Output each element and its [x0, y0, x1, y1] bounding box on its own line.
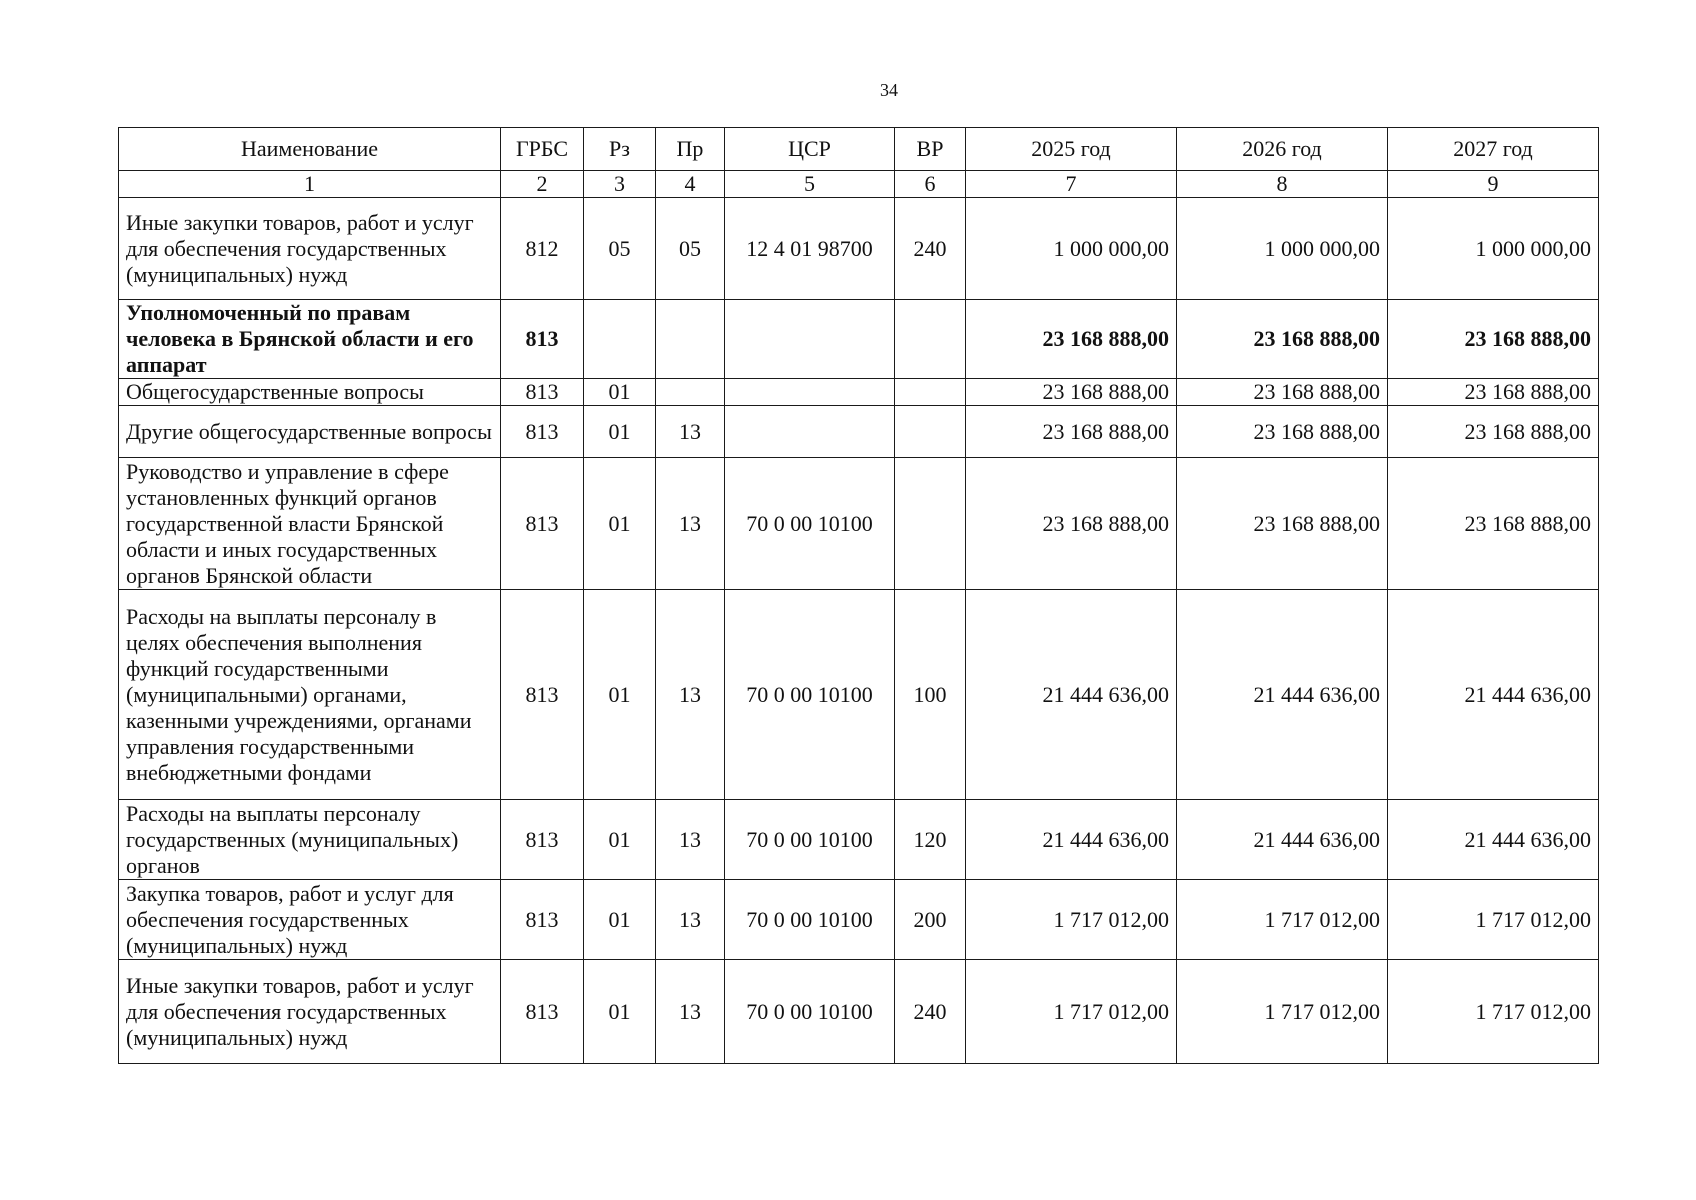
row-amount-2026: 1 000 000,00: [1177, 198, 1388, 300]
row-amount-2025: 1 717 012,00: [966, 880, 1177, 960]
row-pr: [656, 300, 725, 379]
column-number: 8: [1177, 171, 1388, 198]
row-grbs: 813: [501, 379, 584, 406]
row-vr: 100: [895, 590, 966, 800]
row-grbs: 813: [501, 300, 584, 379]
row-name: Закупка товаров, работ и услуг для обеспечения государственных (муниципальных) нужд: [119, 880, 501, 960]
row-csr: 70 0 00 10100: [725, 458, 895, 590]
row-amount-2025: 23 168 888,00: [966, 458, 1177, 590]
row-vr: [895, 458, 966, 590]
row-rz: 01: [584, 800, 656, 880]
row-grbs: 813: [501, 800, 584, 880]
row-csr: 70 0 00 10100: [725, 960, 895, 1064]
column-header-grbs: ГРБС: [501, 128, 584, 171]
column-header-name: Наименование: [119, 128, 501, 171]
row-name: Иные закупки товаров, работ и услуг для обеспечения государственных (муниципальных) нужд: [119, 198, 501, 300]
column-number: 4: [656, 171, 725, 198]
row-pr: 05: [656, 198, 725, 300]
row-rz: [584, 300, 656, 379]
row-name: Уполномоченный по правам человека в Брянской области и его аппарат: [119, 300, 501, 379]
column-number: 6: [895, 171, 966, 198]
table-row: [119, 880, 1599, 960]
row-vr: 240: [895, 960, 966, 1064]
row-csr: [725, 379, 895, 406]
column-header-2025: 2025 год: [966, 128, 1177, 171]
row-grbs: 813: [501, 880, 584, 960]
row-pr: 13: [656, 960, 725, 1064]
table-row: [119, 379, 1599, 406]
row-amount-2025: 1 000 000,00: [966, 198, 1177, 300]
column-header-2026: 2026 год: [1177, 128, 1388, 171]
row-vr: 240: [895, 198, 966, 300]
row-amount-2027: 21 444 636,00: [1388, 590, 1599, 800]
row-csr: 70 0 00 10100: [725, 800, 895, 880]
row-vr: 120: [895, 800, 966, 880]
row-amount-2026: 23 168 888,00: [1177, 458, 1388, 590]
row-grbs: 812: [501, 198, 584, 300]
row-rz: 01: [584, 960, 656, 1064]
row-name: Общегосударственные вопросы: [119, 379, 501, 406]
row-amount-2026: 21 444 636,00: [1177, 800, 1388, 880]
row-amount-2025: 23 168 888,00: [966, 379, 1177, 406]
column-header-vr: ВР: [895, 128, 966, 171]
row-amount-2026: 23 168 888,00: [1177, 300, 1388, 379]
column-number-row: [119, 171, 1599, 198]
table-row: [119, 406, 1599, 458]
table-row: [119, 198, 1599, 300]
row-pr: [656, 379, 725, 406]
column-number: 9: [1388, 171, 1599, 198]
row-pr: 13: [656, 458, 725, 590]
table-row: [119, 800, 1599, 880]
row-amount-2027: 1 717 012,00: [1388, 880, 1599, 960]
column-header-rz: Рз: [584, 128, 656, 171]
row-name: Иные закупки товаров, работ и услуг для обеспечения государственных (муниципальных) нужд: [119, 960, 501, 1064]
column-number: 5: [725, 171, 895, 198]
row-rz: 01: [584, 590, 656, 800]
row-amount-2026: 23 168 888,00: [1177, 379, 1388, 406]
row-csr: [725, 406, 895, 458]
row-grbs: 813: [501, 458, 584, 590]
row-pr: 13: [656, 880, 725, 960]
row-name: Расходы на выплаты персоналу государственных (муниципальных) органов: [119, 800, 501, 880]
row-rz: 01: [584, 880, 656, 960]
row-csr: 70 0 00 10100: [725, 590, 895, 800]
row-rz: 01: [584, 406, 656, 458]
row-amount-2026: 23 168 888,00: [1177, 406, 1388, 458]
page-number: 34: [880, 80, 898, 100]
row-amount-2027: 23 168 888,00: [1388, 300, 1599, 379]
table-row: [119, 590, 1599, 800]
row-amount-2027: 23 168 888,00: [1388, 458, 1599, 590]
column-header-csr: ЦСР: [725, 128, 895, 171]
row-vr: [895, 300, 966, 379]
column-header-pr: Пр: [656, 128, 725, 171]
row-amount-2025: 1 717 012,00: [966, 960, 1177, 1064]
row-grbs: 813: [501, 960, 584, 1064]
row-csr: 12 4 01 98700: [725, 198, 895, 300]
row-amount-2027: 1 000 000,00: [1388, 198, 1599, 300]
row-vr: 200: [895, 880, 966, 960]
row-name: Расходы на выплаты персоналу в целях обеспечения выполнения функций государственными (муниципальными) органами, казенными учреждениями, органами управления государственными внебюджетными фондами: [119, 590, 501, 800]
column-header-2027: 2027 год: [1388, 128, 1599, 171]
row-name: Руководство и управление в сфере установленных функций органов государственной власти Брянской области и иных государственных органов Брянской области: [119, 458, 501, 590]
row-amount-2025: 23 168 888,00: [966, 300, 1177, 379]
table-row: [119, 300, 1599, 379]
budget-table: [118, 127, 1599, 1064]
column-number: 7: [966, 171, 1177, 198]
row-amount-2027: 1 717 012,00: [1388, 960, 1599, 1064]
row-grbs: 813: [501, 406, 584, 458]
row-amount-2026: 21 444 636,00: [1177, 590, 1388, 800]
row-amount-2026: 1 717 012,00: [1177, 960, 1388, 1064]
row-rz: 05: [584, 198, 656, 300]
row-csr: [725, 300, 895, 379]
column-number: 2: [501, 171, 584, 198]
row-grbs: 813: [501, 590, 584, 800]
row-name: Другие общегосударственные вопросы: [119, 406, 501, 458]
row-amount-2027: 21 444 636,00: [1388, 800, 1599, 880]
row-amount-2025: 21 444 636,00: [966, 800, 1177, 880]
row-amount-2025: 21 444 636,00: [966, 590, 1177, 800]
row-vr: [895, 379, 966, 406]
column-number: 3: [584, 171, 656, 198]
column-number: 1: [119, 171, 501, 198]
row-pr: 13: [656, 800, 725, 880]
table-row: [119, 960, 1599, 1064]
row-amount-2027: 23 168 888,00: [1388, 379, 1599, 406]
row-pr: 13: [656, 406, 725, 458]
header-row: [119, 128, 1599, 171]
row-vr: [895, 406, 966, 458]
row-amount-2027: 23 168 888,00: [1388, 406, 1599, 458]
row-rz: 01: [584, 458, 656, 590]
table-row: [119, 458, 1599, 590]
row-amount-2025: 23 168 888,00: [966, 406, 1177, 458]
row-csr: 70 0 00 10100: [725, 880, 895, 960]
row-pr: 13: [656, 590, 725, 800]
row-amount-2026: 1 717 012,00: [1177, 880, 1388, 960]
row-rz: 01: [584, 379, 656, 406]
